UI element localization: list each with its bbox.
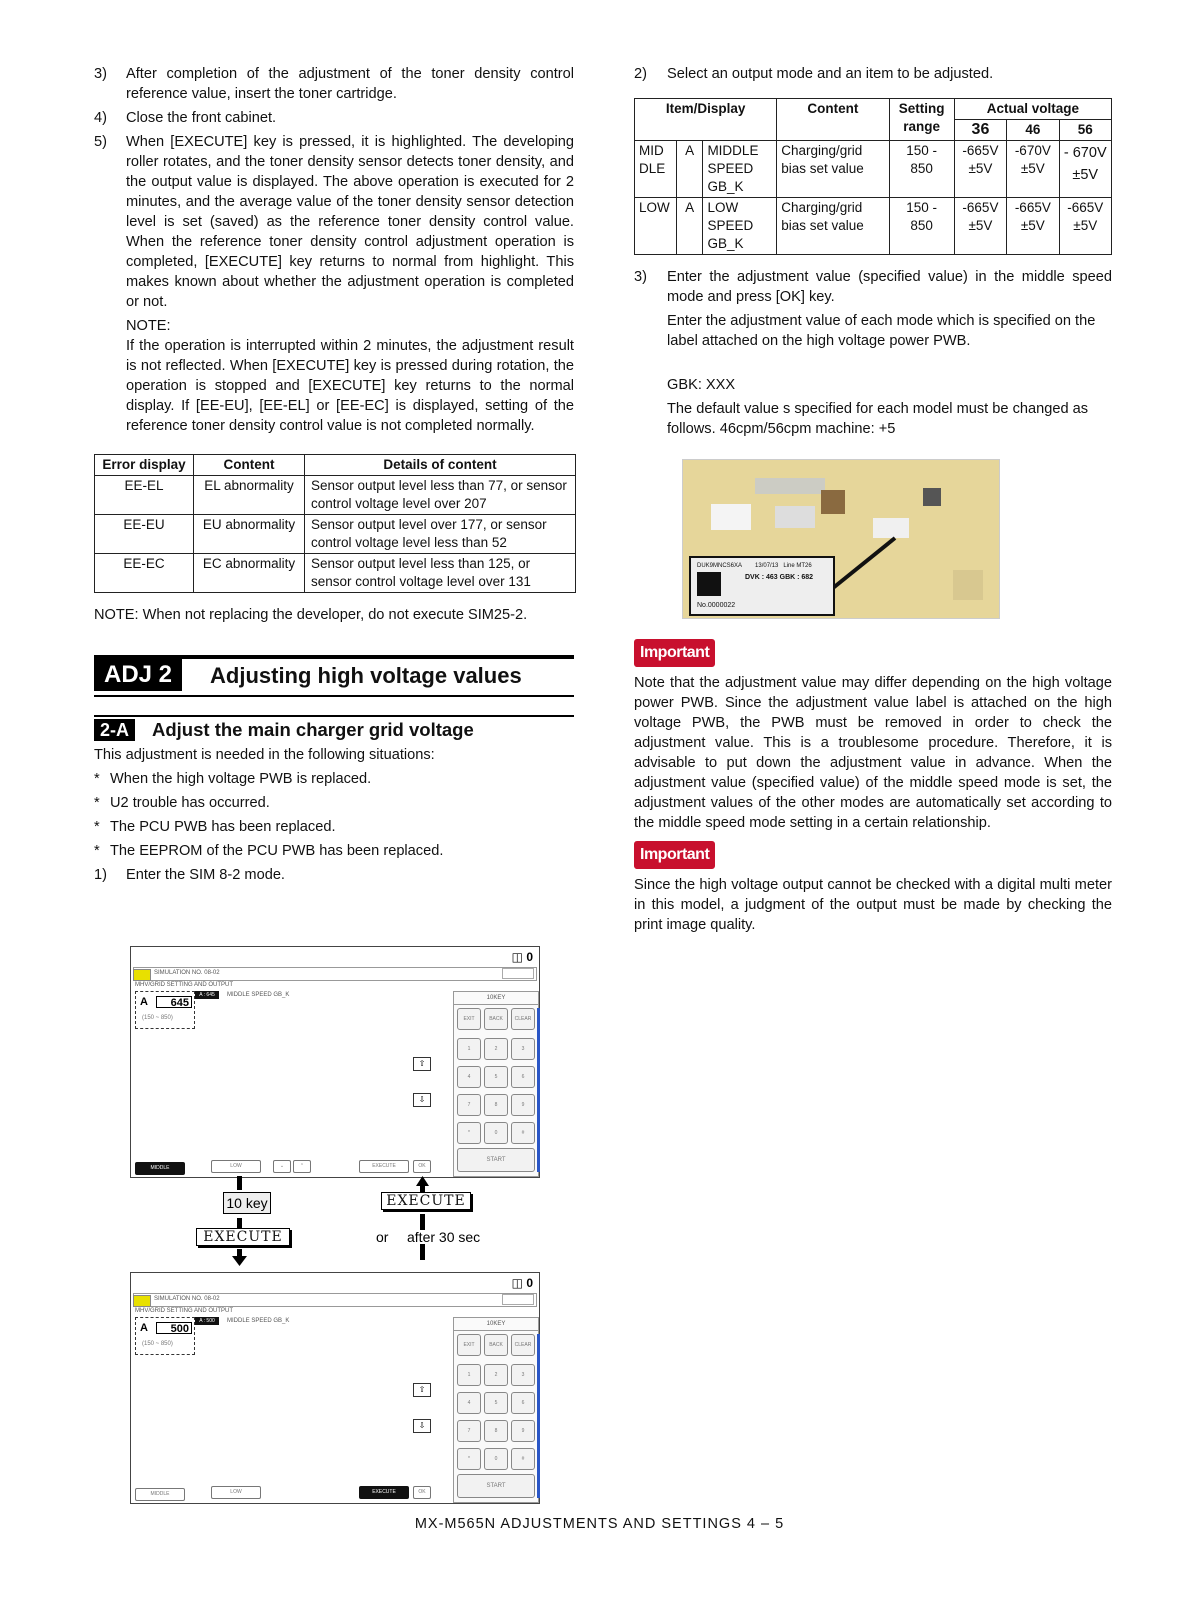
step-number: 2) — [634, 66, 647, 82]
default-value-note: The default value s specified for each model must be changed as follows. 46cpm/56cpm machine: +5 — [667, 401, 1089, 437]
step-text: After completion of the adjustment of the toner density control reference value, insert the toner cartridge. — [126, 66, 574, 102]
important-badge-1 — [634, 639, 1112, 667]
note-text: If the operation is interrupted within 2 minutes, the adjustment result is not reflected. When [EXECUTE] key is pressed during rotation, the operation is stopped and [EXECUTE] key returns to the normal display. If [EE-EU], [EE-EL] or [EE-EC] is displayed, setting of the reference toner density control value is not completed normally. — [126, 338, 574, 434]
key-1[interactable]: 1 — [457, 1038, 481, 1060]
key-3[interactable]: 3 — [511, 1038, 535, 1060]
table-row — [95, 515, 576, 554]
adjustment-value-label — [689, 556, 835, 616]
sim-title-row — [133, 1293, 537, 1307]
back-key[interactable]: BACK — [484, 1334, 508, 1356]
table-row — [635, 141, 1112, 198]
label-line-1: DUK9MNCS6XA 13/07/13 Line MT26 — [697, 563, 812, 569]
important-text-1: Note that the adjustment value may differ depending on the high voltage power PWB. Since the adjustment value label is attached on the high voltage PWB, the PWB must be removed in order to check the adjustment value. This is a troublesome procedure. Therefore, it is advisable to put down the adjustment value in advance. When the adjustment value (specified value) of the middle speed mode is set, the adjustment values of the other modes are automatically set according to the middle speed mode setting in a certain relationship. — [634, 675, 1112, 831]
voltage-table — [634, 98, 1112, 255]
page-footer: MX-M565N ADJUSTMENTS AND SETTINGS 4 – 5 — [414, 1516, 785, 1532]
step-number: 5) — [94, 134, 107, 150]
clear-key[interactable]: CLEAR — [511, 1008, 535, 1030]
screen-status-bar — [131, 947, 539, 967]
key-2[interactable]: 2 — [484, 1364, 508, 1386]
page-down-icon[interactable]: ⇩ — [413, 1093, 431, 1107]
subsection-tag: 2-A — [94, 719, 135, 741]
step-1-left — [94, 865, 574, 885]
section-title: Adjusting high voltage values — [210, 663, 522, 688]
mode-cell: MIDDLE — [635, 141, 677, 198]
sim-screen-top — [130, 946, 540, 1178]
gbk-value: GBK: XXX — [667, 377, 736, 393]
bullet-star: * — [94, 771, 100, 787]
important-text-2: Since the high voltage output cannot be checked with a digital multi meter in this model, a judgment of the output must be made by checking the print image quality. — [634, 877, 1112, 933]
error-content: EL abnormality — [194, 476, 305, 515]
sim-yellow-icon — [133, 1295, 151, 1307]
key-8[interactable]: 8 — [484, 1420, 508, 1442]
item-key: A — [140, 996, 148, 1008]
job-counter: ◫ 0 — [511, 950, 533, 964]
sim-title-row — [133, 967, 537, 981]
execute-label-right: EXECUTE — [381, 1192, 471, 1210]
or-label: or — [376, 1229, 389, 1245]
note-label — [94, 316, 574, 336]
th-46: 46 — [1007, 120, 1059, 141]
execute-button[interactable]: EXECUTE — [359, 1486, 409, 1499]
error-table-header — [95, 455, 576, 476]
right-column — [634, 64, 1112, 935]
bullet-star: * — [94, 819, 100, 835]
step-number: 1) — [94, 867, 107, 883]
pwb-component — [775, 506, 815, 528]
mode-text: MIDDLE SPEED GB_K — [227, 992, 290, 998]
sim-title: SIMULATION NO. 08-02 — [154, 970, 220, 976]
mode-cell: LOW — [635, 198, 677, 255]
middle-mode-button[interactable]: MIDDLE — [135, 1488, 185, 1501]
th-setting-range: Setting range — [889, 99, 954, 141]
item-cell: A — [676, 198, 703, 255]
th-actual-voltage: Actual voltage — [954, 99, 1111, 120]
error-details: Sensor output level over 177, or sensor control voltage level less than 52 — [305, 515, 576, 554]
subsection-banner — [94, 715, 574, 743]
key-2[interactable]: 2 — [484, 1038, 508, 1060]
key-3[interactable]: 3 — [511, 1364, 535, 1386]
low-mode-button[interactable]: LOW — [211, 1486, 261, 1499]
important-label: Important — [634, 639, 715, 667]
job-counter: ◫ 0 — [511, 1276, 533, 1290]
bullet-star: * — [94, 795, 100, 811]
value-field[interactable]: 645 — [156, 996, 192, 1008]
after-30-sec-label: after 30 sec — [407, 1229, 481, 1245]
bullet-text: The PCU PWB has been replaced. — [110, 819, 336, 835]
key-0[interactable]: 0 — [484, 1448, 508, 1470]
execute-button[interactable]: EXECUTE — [359, 1160, 409, 1173]
error-content: EC abnormality — [194, 554, 305, 593]
keypad-title: 10KEY — [454, 992, 538, 1005]
step-text: Enter the SIM 8-2 mode. — [126, 867, 285, 883]
v56-cell: -665V ±5V — [1059, 198, 1111, 255]
pwb-connector-row — [755, 478, 825, 494]
label-line-2: DVK : 463 GBK : 682 — [745, 574, 814, 581]
list-item — [94, 817, 574, 837]
high-voltage-pwb-photo — [682, 459, 1000, 619]
key-6[interactable]: 6 — [511, 1392, 535, 1414]
close-box[interactable] — [502, 1294, 534, 1305]
middle-mode-button[interactable]: MIDDLE — [135, 1162, 185, 1175]
low-mode-button[interactable]: LOW — [211, 1160, 261, 1173]
sim-title: SIMULATION NO. 08-02 — [154, 1296, 220, 1302]
bullet-star: * — [94, 843, 100, 859]
selected-item-highlight[interactable]: A : 500 — [195, 1317, 219, 1325]
sim-yellow-icon — [133, 969, 151, 981]
step-5-left — [94, 132, 574, 312]
label-line-3: No.0000022 — [697, 602, 736, 609]
step-text: Enter the adjustment value (specified value) in the middle speed mode and press [OK] key. — [667, 269, 1112, 305]
error-details: Sensor output level less than 125, or sensor control voltage level over 131 — [305, 554, 576, 593]
range-cell: 150 - 850 — [889, 141, 954, 198]
intro-text: This adjustment is needed in the following situations: — [94, 747, 435, 763]
close-box[interactable] — [502, 968, 534, 979]
arrow-stem-mid — [237, 1218, 242, 1228]
v36-cell: -665V ±5V — [954, 141, 1006, 198]
pwb-sticker — [711, 504, 751, 530]
value-field[interactable]: 500 — [156, 1322, 192, 1334]
item-key: A — [140, 1322, 148, 1334]
value-range: (150 ~ 850) — [142, 1015, 173, 1021]
ok-button[interactable]: OK — [413, 1160, 431, 1173]
ten-key-pad — [453, 991, 539, 1177]
start-key[interactable]: START — [457, 1148, 535, 1172]
ok-button[interactable]: OK — [413, 1486, 431, 1499]
th-error-display: Error display — [95, 455, 194, 476]
key-7[interactable]: 7 — [457, 1094, 481, 1116]
value-range: (150 ~ 850) — [142, 1341, 173, 1347]
key-0[interactable]: 0 — [484, 1122, 508, 1144]
pwb-label-small — [873, 518, 909, 538]
display-cell: LOW SPEED GB_K — [703, 198, 777, 255]
key-1[interactable]: 1 — [457, 1364, 481, 1386]
step-text: Select an output mode and an item to be adjusted. — [667, 66, 994, 82]
th-56: 56 — [1059, 120, 1111, 141]
clear-key[interactable]: CLEAR — [511, 1334, 535, 1356]
table-row — [95, 554, 576, 593]
bullet-text: When the high voltage PWB is replaced. — [110, 771, 372, 787]
step-4-left — [94, 108, 574, 128]
content-cell: Charging/grid bias set value — [777, 141, 889, 198]
value-box[interactable] — [135, 1317, 195, 1355]
list-item — [94, 793, 574, 813]
table-row — [95, 476, 576, 515]
section-banner — [94, 655, 574, 697]
range-cell: 150 - 850 — [889, 198, 954, 255]
qr-code-icon — [697, 572, 721, 596]
key-6[interactable]: 6 — [511, 1066, 535, 1088]
v46-cell: -665V ±5V — [1007, 198, 1059, 255]
mode-text: MIDDLE SPEED GB_K — [227, 1318, 290, 1324]
item-cell: A — [676, 141, 703, 198]
page-down-icon[interactable]: ⇩ — [413, 1419, 431, 1433]
key-7[interactable]: 7 — [457, 1420, 481, 1442]
sim-subtitle: MHV/GRID SETTING AND OUTPUT — [135, 1308, 234, 1314]
step-2-right — [634, 64, 1112, 84]
key-8[interactable]: 8 — [484, 1094, 508, 1116]
th-details: Details of content — [305, 455, 576, 476]
key-9[interactable]: 9 — [511, 1420, 535, 1442]
left-column — [94, 64, 574, 885]
exit-key[interactable]: EXIT — [457, 1334, 481, 1356]
step-number: 4) — [94, 110, 107, 126]
volt-table-header-1 — [635, 99, 1112, 120]
scroll-down-icon[interactable]: ⌄ — [273, 1160, 291, 1173]
th-content: Content — [194, 455, 305, 476]
step-text: When [EXECUTE] key is pressed, it is highlighted. The developing roller rotates, and the toner density sensor detects toner density, and the output value is displayed. The above operation is executed for 2 minutes, and the average value of the toner density sensor detection level is set (saved) as the reference toner density control value. When the reference toner density control adjustment operation is completed, [EXECUTE] key returns to normal from highlight. This makes known about whether the adjustment operation is completed or not. — [126, 134, 574, 310]
bullet-text: U2 trouble has occurred. — [110, 795, 270, 811]
important-label: Important — [634, 841, 715, 869]
scroll-up-icon[interactable]: ⌃ — [293, 1160, 311, 1173]
th-content: Content — [777, 99, 889, 141]
pwb-transformer — [821, 490, 845, 514]
important-badge-2 — [634, 841, 1112, 869]
arrow-stem-top — [237, 1176, 242, 1190]
start-key[interactable]: START — [457, 1474, 535, 1498]
pwb-area — [953, 570, 983, 600]
sim-subtitle: MHV/GRID SETTING AND OUTPUT — [135, 982, 234, 988]
counter-value: 0 — [526, 950, 533, 964]
execute-label-left: EXECUTE — [196, 1228, 290, 1246]
th-item-display: Item/Display — [635, 99, 777, 141]
key-star[interactable]: * — [457, 1448, 481, 1470]
step-3-detail: Enter the adjustment value of each mode which is specified on the label attached on the high voltage power PWB. — [667, 313, 1096, 349]
key-5[interactable]: 5 — [484, 1392, 508, 1414]
v46-cell: -670V ±5V — [1007, 141, 1059, 198]
error-content: EU abnormality — [194, 515, 305, 554]
value-box[interactable] — [135, 991, 195, 1029]
arrow-up-head — [416, 1176, 429, 1186]
keypad-edge — [537, 1334, 540, 1498]
v56-cell: - 670V ±5V — [1059, 141, 1111, 198]
display-cell: MIDDLE SPEED GB_K — [703, 141, 777, 198]
key-5[interactable]: 5 — [484, 1066, 508, 1088]
arrow-down-head — [232, 1256, 247, 1266]
ten-key-label: 10 key — [223, 1192, 271, 1214]
note-developer: NOTE: When not replacing the developer, do not execute SIM25-2. — [94, 607, 528, 623]
bullet-text: The EEPROM of the PCU PWB has been replaced. — [110, 843, 444, 859]
keypad-title: 10KEY — [454, 1318, 538, 1331]
page-up-icon[interactable]: ⇧ — [413, 1057, 431, 1071]
key-4[interactable]: 4 — [457, 1066, 481, 1088]
error-code: EE-EU — [95, 515, 194, 554]
th-36: 36 — [954, 120, 1006, 141]
note-block — [94, 336, 574, 436]
step-text: Close the front cabinet. — [126, 110, 277, 126]
step-number: 3) — [634, 269, 647, 285]
content-cell: Charging/grid bias set value — [777, 198, 889, 255]
selected-item-highlight[interactable]: A : 645 — [195, 991, 219, 999]
flow-arrows — [130, 1176, 540, 1266]
pwb-coil — [923, 488, 941, 506]
step-3-left — [94, 64, 574, 104]
error-details: Sensor output level less than 77, or sensor control voltage level over 207 — [305, 476, 576, 515]
section-tag: ADJ 2 — [94, 659, 182, 691]
arrow-stem-right-bottom — [420, 1244, 425, 1260]
key-hash[interactable]: # — [511, 1122, 535, 1144]
key-9[interactable]: 9 — [511, 1094, 535, 1116]
step-number: 3) — [94, 66, 107, 82]
table-row — [635, 198, 1112, 255]
error-code: EE-EL — [95, 476, 194, 515]
exit-key[interactable]: EXIT — [457, 1008, 481, 1030]
ten-key-pad — [453, 1317, 539, 1503]
key-4[interactable]: 4 — [457, 1392, 481, 1414]
subsection-title: Adjust the main charger grid voltage — [152, 719, 474, 740]
sim-screen-bottom — [130, 1272, 540, 1504]
page-up-icon[interactable]: ⇧ — [413, 1383, 431, 1397]
error-code: EE-EC — [95, 554, 194, 593]
note-label-text: NOTE: — [126, 318, 171, 334]
counter-value: 0 — [526, 1276, 533, 1290]
list-item — [94, 769, 574, 789]
key-hash[interactable]: # — [511, 1448, 535, 1470]
key-star[interactable]: * — [457, 1122, 481, 1144]
list-item — [94, 841, 574, 861]
back-key[interactable]: BACK — [484, 1008, 508, 1030]
step-3-right — [634, 267, 1112, 307]
v36-cell: -665V ±5V — [954, 198, 1006, 255]
keypad-edge — [537, 1008, 540, 1172]
error-table — [94, 454, 576, 593]
screen-status-bar — [131, 1273, 539, 1293]
